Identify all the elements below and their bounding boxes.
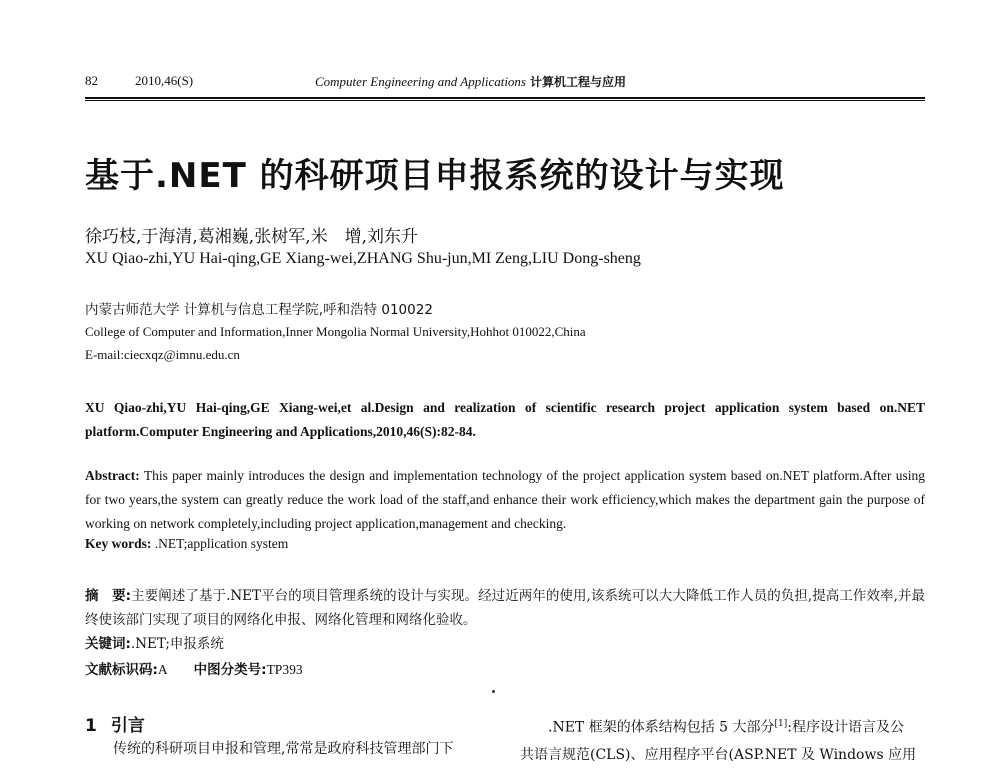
right-line-1 [520, 711, 925, 742]
citation: XU Qiao-zhi,YU Hai-qing,GE Xiang-wei,et al.Design and realization of scientific research project application system based on.NET platform.Computer Engineering and Applications,2010,46(S):82-84. [85, 400, 925, 439]
abstract-label: Abstract: [85, 468, 140, 483]
affiliation-english: College of Computer and Information,Inner Mongolia Normal University,Hohhot 010022,China [85, 324, 586, 339]
abstract-cn-label: 摘 要: [85, 588, 132, 604]
classification-line [85, 658, 303, 678]
clc-code: TP393 [266, 662, 303, 677]
authors-chinese: 徐巧枝,于海清,葛湘巍,张树军,米 增,刘东升 [85, 227, 419, 247]
journal-name [315, 73, 626, 90]
journal-name-cn: 计算机工程与应用 [530, 75, 627, 89]
paper-title: 基于.NET 的科研项目申报系统的设计与实现 [85, 156, 785, 196]
header-rule [85, 97, 925, 99]
doc-code-label: 文献标识码: [85, 662, 158, 678]
keywords-label: Key words: [85, 536, 152, 551]
abstract-chinese [85, 584, 925, 632]
abstract-text: This paper mainly introduces the design and implementation technology of the project application system based on.NET platform.After using for two years,the system can greatly reduce the work load of the staff,and enhance their work efficiency,which makes the department gain the purpose of working on network completely,including project application,management and checking. [85, 468, 925, 531]
keywords-cn-label: 关键词: [85, 636, 131, 652]
right-line-1a: .NET 框架的体系结构包括 5 大部分 [548, 719, 775, 736]
page-number: 82 [85, 73, 98, 88]
right-column [520, 711, 925, 769]
abstract-cn-text: 主要阐述了基于.NET平台的项目管理系统的设计与实现。经过近两年的使用,该系统可以大大降低工作人员的负担,提高工作效率,并最终使该部门实现了项目的网络化申报、网络化管理和网络化验收。 [85, 588, 925, 628]
keywords-english [85, 536, 288, 552]
section-title: 引言 [110, 716, 145, 736]
section-number: 1 [85, 716, 97, 736]
clc-label: 中图分类号: [193, 662, 267, 678]
header-rule-thin [85, 100, 925, 101]
author-email: E-mail:ciecxqz@imnu.edu.cn [85, 347, 240, 362]
keywords-chinese [85, 632, 224, 652]
affiliation-chinese: 内蒙古师范大学 计算机与信息工程学院,呼和浩特 010022 [85, 302, 433, 318]
keywords-cn-text: .NET;申报系统 [130, 636, 224, 652]
abstract-english [85, 464, 925, 536]
right-line-1b: :程序设计语言及公 [787, 719, 904, 736]
running-header [85, 70, 925, 96]
journal-name-en: Computer Engineering and Applications [315, 74, 526, 89]
column-dot [492, 690, 495, 693]
doc-code: A [157, 662, 168, 677]
authors-english: XU Qiao-zhi,YU Hai-qing,GE Xiang-wei,ZHANG Shu-jun,MI Zeng,LIU Dong-sheng [85, 250, 641, 267]
reference-marker: [1] [774, 719, 788, 729]
right-line-2: 共语言规范(CLS)、应用程序平台(ASP.NET 及 Windows 应用 [520, 746, 917, 763]
left-column-text: 传统的科研项目申报和管理,常常是政府科技管理部门下 [113, 741, 454, 757]
section-heading [85, 711, 145, 736]
issue-number: 2010,46(S) [135, 73, 194, 88]
keywords-text: .NET;application system [154, 536, 289, 551]
